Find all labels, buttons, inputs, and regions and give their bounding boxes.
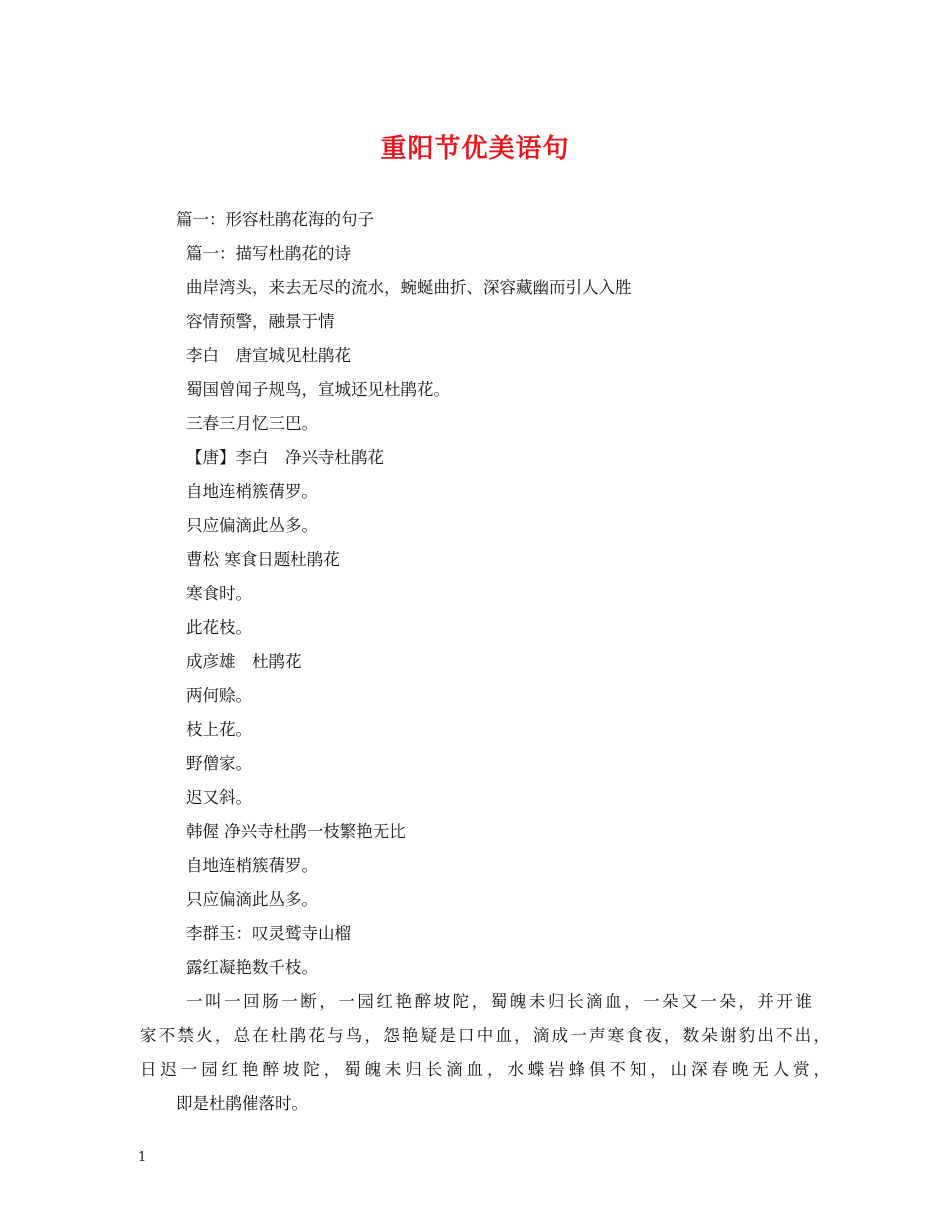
document-title: 重阳节优美语句: [380, 134, 570, 164]
text-line: 曹松 寒食日题杜鹃花: [186, 550, 340, 569]
text-line: 露红凝艳数千枝。: [186, 958, 318, 977]
text-line: 寒食时。: [186, 584, 252, 603]
text-line: 野僧家。: [186, 754, 252, 773]
text-line: 自地连梢簇蒨罗。: [186, 482, 318, 501]
text-line: 李群玉：叹灵鹫寺山榴: [186, 924, 351, 943]
page-number: 1: [138, 1150, 147, 1165]
text-line: 容情预警，融景于情: [186, 312, 335, 331]
text-line: 李白 唐宣城见杜鹃花: [186, 346, 351, 365]
text-line: 自地连梢簇蒨罗。: [186, 856, 318, 875]
paragraph-line: 家不禁火，总在杜鹃花与鸟，怨艳疑是口中血，滴成一声寒食夜，数朵谢豹出不出，: [140, 1026, 830, 1045]
text-line: 【唐】李白 净兴寺杜鹃花: [186, 448, 384, 467]
text-line: 篇一：描写杜鹃花的诗: [186, 244, 351, 263]
text-line: 成彦雄 杜鹃花: [186, 652, 302, 671]
closing-line: 即是杜鹃催落时。: [176, 1094, 308, 1113]
text-line: 只应偏滴此丛多。: [186, 890, 318, 909]
heading-line: 篇一：形容杜鹃花海的句子: [176, 210, 374, 229]
text-line: 韩偓 净兴寺杜鹃一枝繁艳无比: [186, 822, 406, 841]
text-line: 此花枝。: [186, 618, 252, 637]
text-line: 三春三月忆三巴。: [186, 414, 318, 433]
text-line: 枝上花。: [186, 720, 252, 739]
text-line: 只应偏滴此丛多。: [186, 516, 318, 535]
text-line: 蜀国曾闻子规鸟，宣城还见杜鹃花。: [186, 380, 450, 399]
text-line: 迟又斜。: [186, 788, 252, 807]
text-line: 两何赊。: [186, 686, 252, 705]
paragraph-line: 日迟一园红艳醉坡陀，蜀魄未归长滴血，水蝶岩蜂俱不知，山深春晚无人赏，: [140, 1060, 830, 1079]
text-line: 曲岸湾头，来去无尽的流水，蜿蜒曲折、深容藏幽而引人入胜: [186, 278, 632, 297]
paragraph-line: 一叫一回肠一断，一园红艳醉坡陀，蜀魄未归长滴血，一朵又一朵，并开谁: [186, 992, 812, 1011]
